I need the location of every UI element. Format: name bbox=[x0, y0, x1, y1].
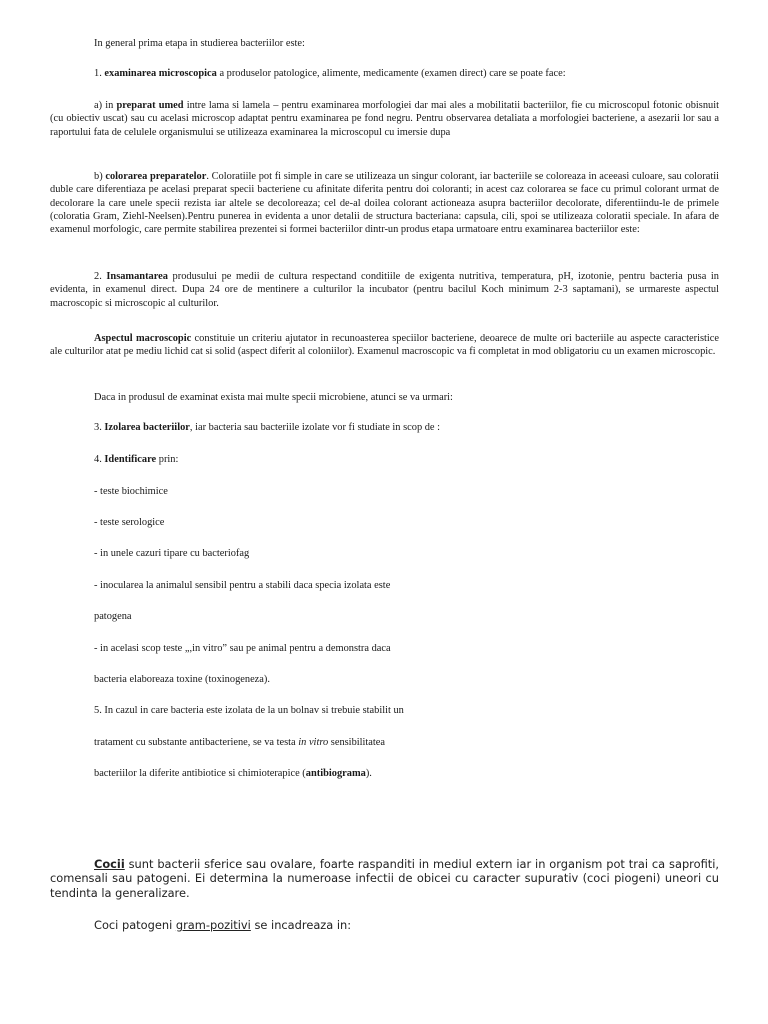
list-item: - in acelasi scop teste „,in vitro” sau pe animal pentru a demonstra daca bbox=[94, 643, 391, 654]
section-1-paragraph bbox=[50, 67, 719, 80]
cocii-text: sunt bacterii sferice sau ovalare, foarte raspanditi in mediul extern iar in organism pot trai ca saprofiti, comensali sau patogeni. Ei determina la numeroase infectii de obicei cu caracter supurativ (coci piogeni) uneori cu tendinta la generalizare. bbox=[50, 857, 719, 900]
section-1-text: a produselor patologice, alimente, medicamente (examen direct) care se poate face: bbox=[216, 68, 566, 79]
gram-pozitivi-link[interactable]: gram-pozitivi bbox=[175, 918, 251, 932]
section-1b-text: . Coloratiile pot fi simple in care se utilizeaza un singur colorant, iar bacteriile se coloreaza in aceeasi culoare, sau coloratii duble care diferentiaza pe acelasi preparat specii bacteriene cu afinitate diferita pentru doi coloranti; in acest caz colorarea se face cu primul colorant urmat de decolorare la care unele specii rezista iar altele se decoloreaza; cel de-al doilea colorant actioneaza asupra bacteriilor decolorate, diferentiindu-le de primele (coloratia Gram, Ziehl-Neelsen).Pentru punerea in evidenta a unor detalii de structura bacteriana: capsula, cili, spoi se utilizeaza coloratii speciale. In afara de examenul morfologic, care permite stabilirea prezentei si formei bacteriilor dintr-un produs etapa urmatoare entru examinarea bacteriilor este: bbox=[50, 171, 719, 236]
section-4-number: 4. bbox=[94, 454, 105, 465]
section-3-number: 3. bbox=[94, 422, 105, 433]
section-4-title: Identificare bbox=[104, 454, 157, 465]
section-5-line-3 bbox=[94, 767, 714, 780]
section-1a-paragraph bbox=[50, 99, 719, 139]
section-3-paragraph bbox=[94, 421, 714, 434]
list-item: patogena bbox=[94, 611, 132, 622]
section-3-text: , iar bacteria sau bacteriile izolate vor fi studiate in scop de : bbox=[189, 422, 441, 433]
section-1b-title: colorarea preparatelor bbox=[105, 171, 207, 182]
macroscopic-text: constituie un criteriu ajutator in recunoasterea speciilor bacteriene, deoarece de multe ori bacteriile au aspecte caracteristice ale culturilor atat pe mediu lichid cat si solid (aspect diferit al coloniilor). Examenul macroscopic va fi completat in mod obligatoriu cu un examen microscopic. bbox=[50, 333, 719, 358]
section-2-text: produsului pe medii de cultura respectand conditiile de exigenta nutritiva, temperatura, pH, izotonie, pentru bacteria pusa in evidenta, in examenul direct. Dupa 24 ore de mentinere a culturilor la incubator (pentru bacilul Koch minimum 2-3 saptamani), se urmareste aspectul macroscopic si microscopic al culturilor. bbox=[50, 271, 719, 309]
section-5-text-3c: ). bbox=[365, 768, 372, 779]
intro-text: In general prima etapa in studierea bacteriilor este: bbox=[94, 38, 305, 49]
section-1-title: examinarea microscopica bbox=[104, 68, 217, 79]
section-3-title: Izolarea bacteriilor bbox=[104, 422, 190, 433]
cocii-title: Cocii bbox=[94, 857, 125, 871]
gram-prefix: Coci patogeni bbox=[94, 918, 176, 932]
daca-paragraph bbox=[94, 391, 714, 404]
section-5-text-2a: tratament cu substante antibacteriene, se va testa bbox=[94, 737, 299, 748]
daca-text: Daca in produsul de examinat exista mai multe specii microbiene, atunci se va urmari: bbox=[94, 392, 453, 403]
section-1-number: 1. bbox=[94, 68, 105, 79]
section-1b-paragraph bbox=[50, 170, 719, 236]
section-4-paragraph bbox=[94, 453, 714, 466]
list-item: - teste serologice bbox=[94, 517, 165, 528]
intro-paragraph bbox=[50, 37, 719, 50]
antibiograma-term: antibiograma bbox=[305, 768, 366, 779]
list-item: - inocularea la animalul sensibil pentru a stabili daca specia izolata este bbox=[94, 580, 391, 591]
list-item: bacteria elaboreaza toxine (toxinogeneza). bbox=[94, 674, 270, 685]
section-1b-prefix: b) bbox=[94, 171, 106, 182]
section-5-text-1: 5. In cazul in care bacteria este izolata de la un bolnav si trebuie stabilit un bbox=[94, 705, 404, 716]
macroscopic-title: Aspectul macroscopic bbox=[94, 333, 192, 344]
section-2-paragraph bbox=[50, 270, 719, 310]
section-4-text: prin: bbox=[156, 454, 179, 465]
list-item: - teste biochimice bbox=[94, 486, 168, 497]
section-5-line-1 bbox=[94, 704, 714, 717]
macroscopic-paragraph bbox=[50, 332, 719, 359]
cocii-paragraph bbox=[50, 857, 719, 900]
section-1a-prefix: a) in bbox=[94, 100, 117, 111]
section-5-text-3a: bacteriilor la diferite antibiotice si chimioterapice ( bbox=[94, 768, 306, 779]
section-5-italic: in vitro bbox=[298, 737, 329, 748]
section-1a-title: preparat umed bbox=[116, 100, 184, 111]
section-1a-text: intre lama si lamela – pentru examinarea morfologiei dar mai ales a mobilitatii bacteriilor, fie cu microscopul fotonic obisnuit (cu obiectiv uscat) sau cu acelasi microscop adaptat pentru examinarea pe fond negru. Pentru observarea detaliata a morfologiei bacteriene, a asezarii lor sau a raportului fata de celulele organismului se utilizeaza examinarea la microscopul cu imersie dupa bbox=[50, 100, 719, 138]
gram-paragraph bbox=[50, 918, 719, 932]
section-2-number: 2. bbox=[94, 271, 107, 282]
gram-suffix: se incadreaza in: bbox=[250, 918, 352, 932]
section-5-text-2b: sensibilitatea bbox=[328, 737, 386, 748]
section-5-line-2 bbox=[94, 736, 714, 749]
section-2-title: Insamantarea bbox=[106, 271, 168, 282]
list-item: - in unele cazuri tipare cu bacteriofag bbox=[94, 548, 250, 559]
